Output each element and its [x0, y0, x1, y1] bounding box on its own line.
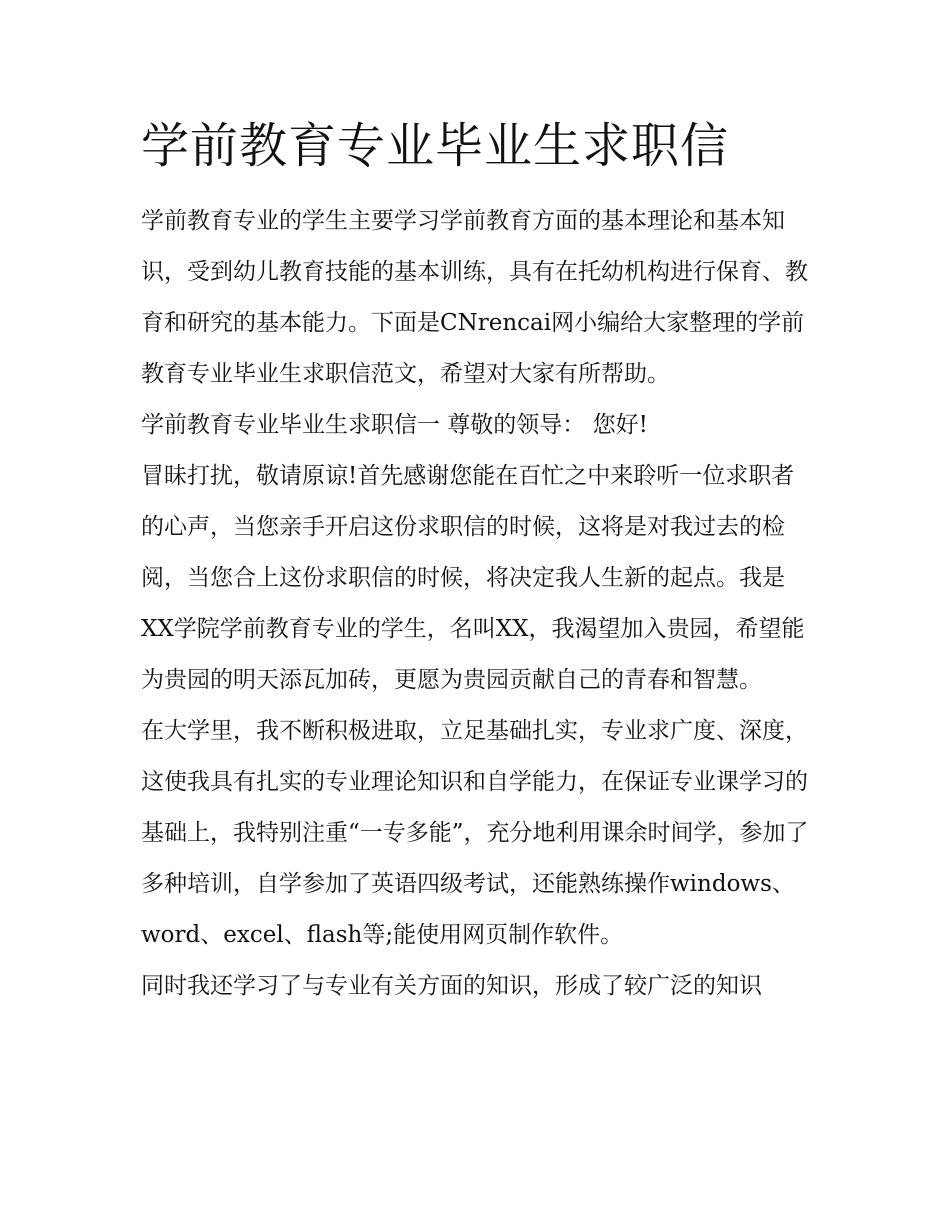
body-paragraph: 冒昧打扰，敬请原谅!首先感谢您能在百忙之中来聆听一位求职者的心声，当您亲手开启这份求职信的时候，这将是对我过去的检阅，当您合上这份求职信的时候，将决定我人生新的起点。我是XX学院学前教育专业的学生，名叫XX，我渴望加入贵园，希望能为贵园的明天添瓦加砖，更愿为贵园贡献自己的青春和智慧。	[141, 463, 805, 693]
document-page	[141, 112, 813, 1012]
body-paragraph: 同时我还学习了与专业有关方面的知识，形成了较广泛的知识	[141, 973, 762, 999]
intro-paragraph: 学前教育专业的学生主要学习学前教育方面的基本理论和基本知识，受到幼儿教育技能的基本训练，具有在托幼机构进行保育、教育和研究的基本能力。下面是CNrencai网小编给大家整理的学前教育专业毕业生求职信范文，希望对大家有所帮助。	[141, 208, 808, 387]
document-title: 学前教育专业毕业生求职信	[141, 118, 730, 174]
body-paragraph: 在大学里，我不断积极进取，立足基础扎实，专业求广度、深度，这使我具有扎实的专业理论知识和自学能力，在保证专业课学习的基础上，我特别注重“一专多能”，充分地利用课余时间学，参加了多种培训，自学参加了英语四级考试，还能熟练操作windows、word、excel、flash等;能使用网页制作软件。	[141, 718, 809, 948]
letter-heading-paragraph: 学前教育专业毕业生求职信一 尊敬的领导： 您好!	[141, 412, 648, 438]
